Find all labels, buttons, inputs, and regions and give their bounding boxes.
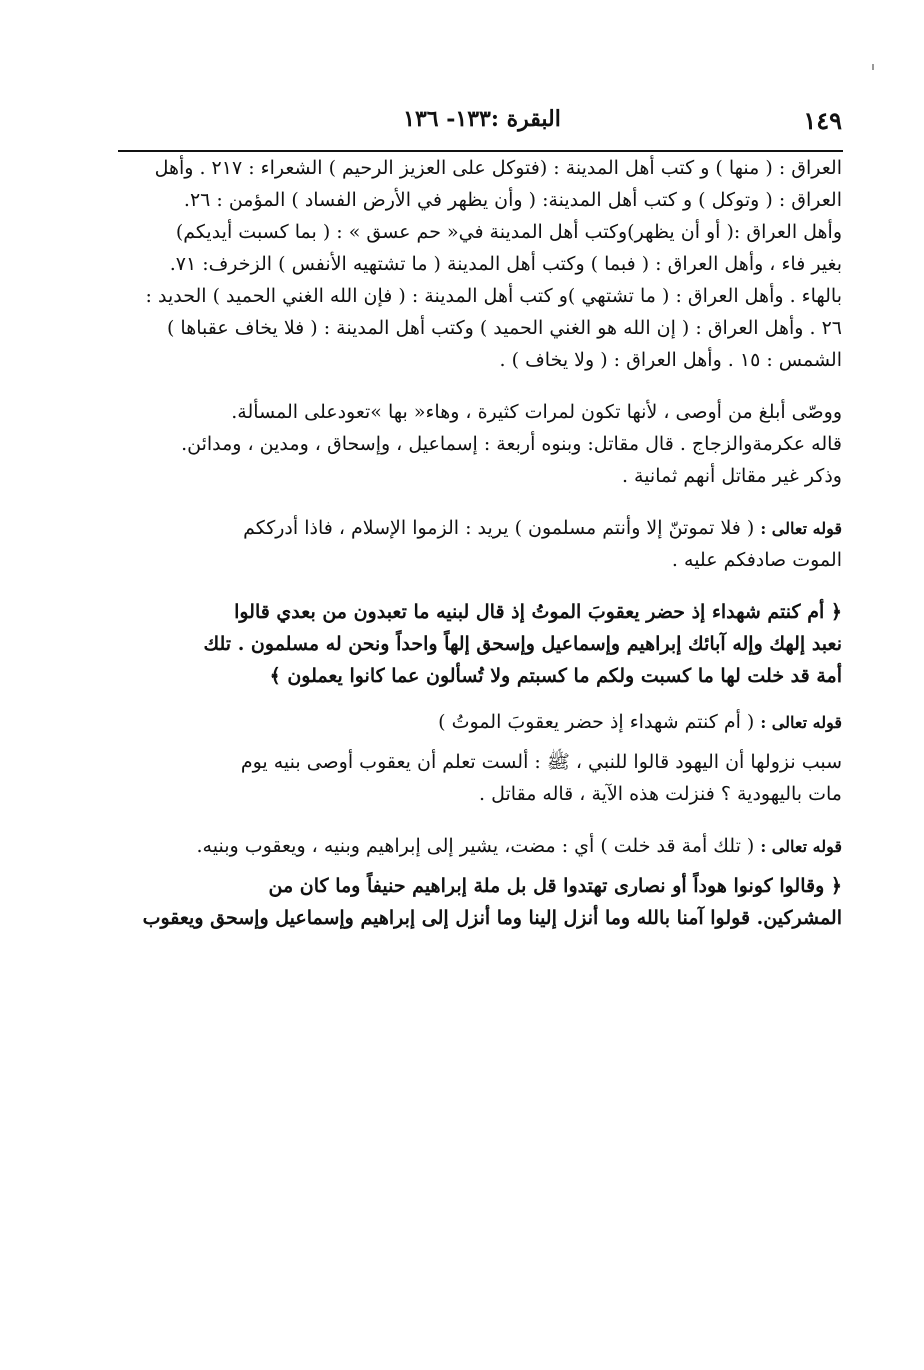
text-line: [130, 512, 842, 544]
text-line: قاله عكرمةوالزجاج . قال مقاتل: وبنوه أربعة : إسماعيل ، وإسحاق ، ومدين ، ومدائن.: [181, 433, 842, 455]
text-line: سبب نزولها أن اليهود قالوا للنبي ، ﷺ : ألست تعلم أن يعقوب أوصى بنيه يوم: [240, 751, 842, 773]
paragraph-tafsir-2: [130, 706, 842, 738]
paragraph-variant-readings: [130, 152, 842, 376]
text-line: مات باليهودية ؟ فنزلت هذه الآية ، قاله مقاتل .: [479, 783, 842, 805]
page-number: ١٤٩: [803, 106, 842, 135]
text-line: [130, 830, 842, 862]
verse-line: نعبد إلهك وإله آبائك إبراهيم وإسماعيل وإسحق إلهاً واحداً ونحن له مسلمون . تلك: [203, 633, 842, 655]
paragraph-wassa: [130, 396, 842, 492]
text-line: [130, 706, 842, 738]
lead-label: قوله تعالى :: [760, 837, 842, 856]
text-line: بغير فاء ، وأهل العراق : ( فبما ) وكتب أهل المدينة ( ما تشتهيه الأنفس ) الزخرف: ٧١.: [169, 253, 842, 275]
text-line: الموت صادفكم عليه .: [671, 549, 842, 571]
text-line: العراق : ( وتوكل ) و كتب أهل المدينة: ( وأن يظهر في الأرض الفساد ) المؤمن : ٢٦.: [183, 189, 842, 211]
line-text: ( تلك أمة قد خلت ) أي : مضت، يشير إلى إبراهيم وبنيه ، ويعقوب وبنيه.: [196, 835, 755, 857]
lead-label: قوله تعالى :: [760, 519, 842, 538]
text-line: وذكر غير مقاتل أنهم ثمانية .: [621, 465, 842, 487]
verse-line: ﴿ أم كنتم شهداء إذ حضر يعقوبَ الموتُ إذ قال لبنيه ما تعبدون من بعدي قالوا: [234, 601, 842, 623]
running-title: البقرة :١٣٣- ١٣٦: [403, 106, 561, 132]
text-line: وأهل العراق :( أو أن يظهر)وكتب أهل المدينة في« حم عسق » : ( بما كسبت أيديكم): [175, 221, 842, 243]
line-text: ( أم كنتم شهداء إذ حضر يعقوبَ الموتُ ): [438, 711, 755, 733]
paragraph-tafsir-1: [130, 512, 842, 576]
verse-line: ﴿ وقالوا كونوا هوداً أو نصارى تهتدوا قل بل ملة إبراهيم حنيفاً وما كان من: [268, 875, 842, 897]
text-line: العراق : ( منها ) و كتب أهل المدينة : (فتوكل على العزيز الرحيم ) الشعراء : ٢١٧ . وأهل: [154, 157, 842, 179]
paragraph-asbab-nuzul: [130, 746, 842, 810]
verse-line: أمة قد خلت لها ما كسبت ولكم ما كسبتم ولا تُسألون عما كانوا يعملون ﴾: [269, 665, 842, 687]
quran-verse-block: [130, 596, 842, 692]
paragraph-tafsir-3: [130, 830, 842, 862]
line-text: ( فلا تموتنّ إلا وأنتم مسلمون ) يريد : الزموا الإسلام ، فاذا أدرككم: [243, 517, 755, 539]
scan-mark: [872, 64, 874, 70]
text-line: بالهاء . وأهل العراق : ( ما تشتهي )و كتب أهل المدينة : ( فإن الله الغني الحميد ) الحديد :: [145, 285, 842, 307]
text-line: ووصّى أبلغ من أوصى ، لأنها تكون لمرات كثيرة ، وهاء« بها »تعودعلى المسألة.: [231, 401, 842, 423]
lead-label: قوله تعالى :: [760, 713, 842, 732]
verse-line: المشركين. قولوا آمنا بالله وما أنزل إلينا وما أنزل إلى إبراهيم وإسماعيل وإسحق ويعقوب: [142, 907, 842, 929]
text-line: ٢٦ . وأهل العراق : ( إن الله هو الغني الحميد ) وكتب أهل المدينة : ( فلا يخاف عقباها ): [166, 317, 842, 339]
text-line: الشمس : ١٥ . وأهل العراق : ( ولا يخاف ) .: [499, 349, 842, 371]
page-body: [130, 152, 842, 934]
page-header: [122, 98, 842, 150]
quran-verse-block: [130, 870, 842, 934]
